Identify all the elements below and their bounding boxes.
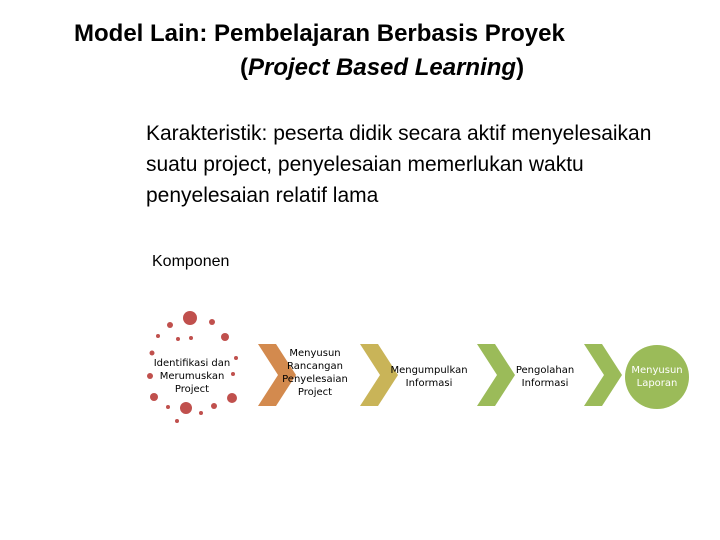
- title-italic: Project Based Learning: [248, 54, 517, 81]
- step-5-label: Menyusun Laporan: [631, 365, 683, 389]
- step-3-label: Mengumpulkan Informasi: [390, 365, 468, 389]
- step-1-label: Identifikasi dan Merumuskan Project: [153, 358, 231, 395]
- step-5-chevron-arrow-icon: [584, 344, 622, 406]
- step-4-label: Pengolahan Informasi: [515, 365, 575, 389]
- komponen-label: Komponen: [152, 253, 230, 270]
- title-line-2: (Project Based Learning): [240, 54, 525, 81]
- characteristics-text: Karakteristik: peserta didik secara aktif menyelesaikan suatu project, penyelesaian memerlukan waktu penyelesaian relatif lama: [146, 122, 652, 207]
- step-2-label: Menyusun Rancangan Penyelesaian Project: [282, 348, 348, 398]
- title-line-1: Model Lain: Pembelajaran Berbasis Proyek: [74, 20, 565, 47]
